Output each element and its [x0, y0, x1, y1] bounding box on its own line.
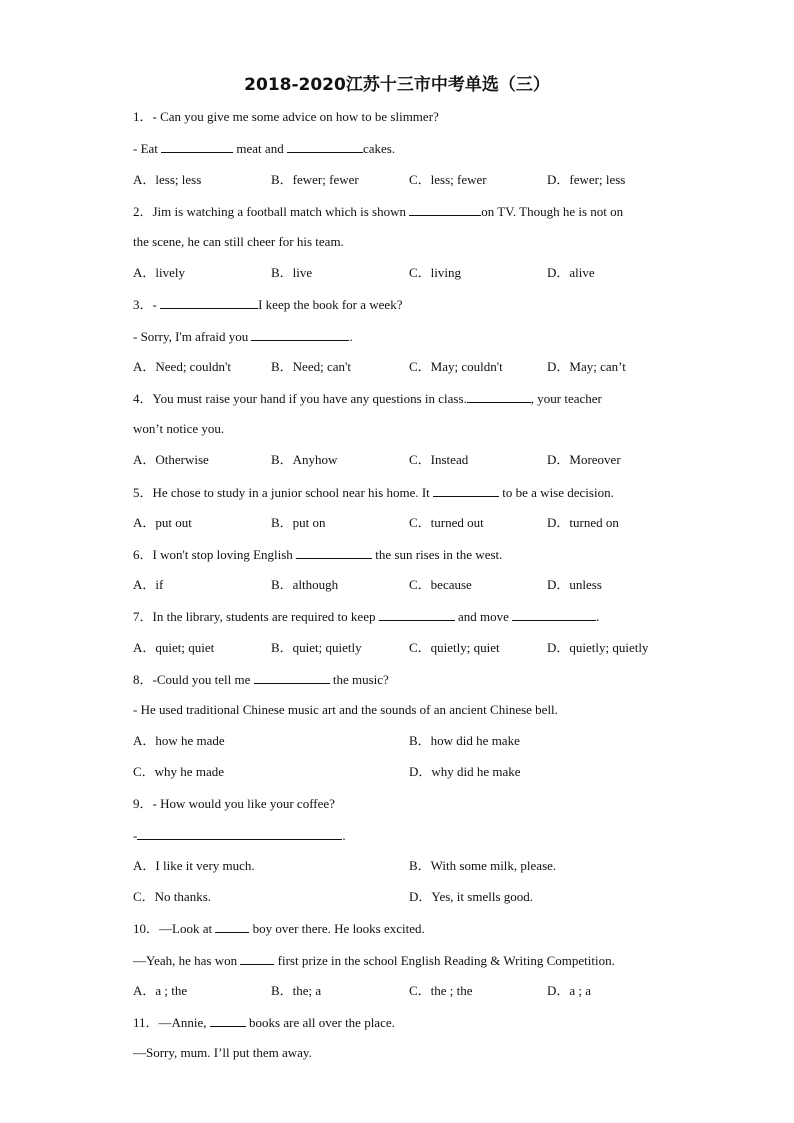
option-a[interactable]: A．less; less: [133, 172, 202, 187]
option-c[interactable]: C．quietly; quiet: [409, 640, 500, 655]
question-10-line-2: —Yeah, he has won first prize in the school English Reading & Writing Competition.: [133, 953, 615, 968]
answer-blank[interactable]: [287, 140, 363, 153]
option-a[interactable]: A．I like it very much.: [133, 858, 255, 873]
option-b[interactable]: B．although: [271, 577, 339, 592]
answer-blank[interactable]: [210, 1014, 246, 1027]
answer-blank[interactable]: [379, 608, 455, 621]
question-8-stem: 8．-Could you tell me the music?: [133, 672, 389, 687]
option-a[interactable]: A．lively: [133, 265, 185, 280]
option-c[interactable]: C．the ; the: [409, 983, 473, 998]
option-b[interactable]: B．With some milk, please.: [409, 858, 557, 873]
option-d[interactable]: D．a ; a: [547, 983, 592, 998]
question-4-line-2: won’t notice you.: [133, 421, 225, 436]
answer-blank[interactable]: [467, 390, 531, 403]
question-6-stem: 6．I won't stop loving English the sun rises in the west.: [133, 547, 503, 562]
answer-blank[interactable]: [161, 140, 233, 153]
option-c[interactable]: C．turned out: [409, 515, 484, 530]
option-d[interactable]: D．alive: [547, 265, 595, 280]
answer-blank[interactable]: [160, 296, 258, 309]
answer-blank[interactable]: [137, 827, 342, 840]
option-b[interactable]: B．Anyhow: [271, 452, 338, 467]
option-c[interactable]: C．Instead: [409, 452, 469, 467]
question-9-stem: 9．- How would you like your coffee?: [133, 796, 335, 811]
option-b[interactable]: B．fewer; fewer: [271, 172, 359, 187]
option-a[interactable]: A．Otherwise: [133, 452, 209, 467]
option-a[interactable]: A．how he made: [133, 733, 225, 748]
option-c[interactable]: C．why he made: [133, 764, 224, 779]
question-11-stem: 11．—Annie, books are all over the place.: [133, 1015, 395, 1030]
option-b[interactable]: B．Need; can't: [271, 359, 351, 374]
option-d[interactable]: D．fewer; less: [547, 172, 626, 187]
question-5-stem: 5．He chose to study in a junior school near his home. It to be a wise decision.: [133, 485, 614, 500]
question-2-line-2: the scene, he can still cheer for his team.: [133, 234, 344, 249]
question-10-stem: 10．—Look at boy over there. He looks excited.: [133, 921, 425, 936]
answer-blank[interactable]: [240, 952, 274, 965]
question-3-stem: 3．- I keep the book for a week?: [133, 297, 403, 312]
answer-blank[interactable]: [296, 546, 372, 559]
question-11-line-2: —Sorry, mum. I’ll put them away.: [133, 1045, 312, 1060]
option-d[interactable]: D．Moreover: [547, 452, 621, 467]
option-d[interactable]: D．why did he make: [409, 764, 521, 779]
option-a[interactable]: A．if: [133, 577, 164, 592]
option-c[interactable]: C．living: [409, 265, 462, 280]
answer-blank[interactable]: [215, 920, 249, 933]
question-1-line-2: - Eat meat and cakes.: [133, 141, 396, 156]
option-b[interactable]: B．live: [271, 265, 313, 280]
answer-blank[interactable]: [512, 608, 596, 621]
answer-blank[interactable]: [409, 203, 481, 216]
question-2-stem: 2．Jim is watching a football match which is shown on TV. Though he is not on: [133, 204, 624, 219]
option-b[interactable]: B．quiet; quietly: [271, 640, 362, 655]
page-title: 2018-2020江苏十三市中考单选（三）: [244, 75, 550, 95]
option-b[interactable]: B．the; a: [271, 983, 322, 998]
option-c[interactable]: C．No thanks.: [133, 889, 212, 904]
option-d[interactable]: D．Yes, it smells good.: [409, 889, 534, 904]
option-c[interactable]: C．because: [409, 577, 472, 592]
option-b[interactable]: B．put on: [271, 515, 326, 530]
answer-blank[interactable]: [433, 484, 499, 497]
option-d[interactable]: D．quietly; quietly: [547, 640, 649, 655]
question-4-stem: 4．You must raise your hand if you have any questions in class. , your teacher: [133, 391, 602, 406]
option-a[interactable]: A．a ; the: [133, 983, 188, 998]
question-3-line-2: - Sorry, I'm afraid you .: [133, 329, 353, 344]
question-8-line-2: - He used traditional Chinese music art and the sounds of an ancient Chinese bell.: [133, 702, 558, 717]
option-d[interactable]: D．unless: [547, 577, 602, 592]
option-d[interactable]: D．turned on: [547, 515, 619, 530]
option-a[interactable]: A．put out: [133, 515, 192, 530]
question-1-stem: 1．- Can you give me some advice on how to be slimmer?: [133, 109, 439, 124]
option-c[interactable]: C．less; fewer: [409, 172, 487, 187]
option-a[interactable]: A．Need; couldn't: [133, 359, 232, 374]
option-b[interactable]: B．how did he make: [409, 733, 520, 748]
option-d[interactable]: D．May; can’t: [547, 359, 626, 374]
question-7-stem: 7．In the library, students are required to keep and move .: [133, 609, 600, 624]
option-c[interactable]: C．May; couldn't: [409, 359, 503, 374]
option-a[interactable]: A．quiet; quiet: [133, 640, 215, 655]
answer-blank[interactable]: [251, 328, 349, 341]
question-9-line-2: - .: [133, 828, 346, 843]
answer-blank[interactable]: [254, 671, 330, 684]
